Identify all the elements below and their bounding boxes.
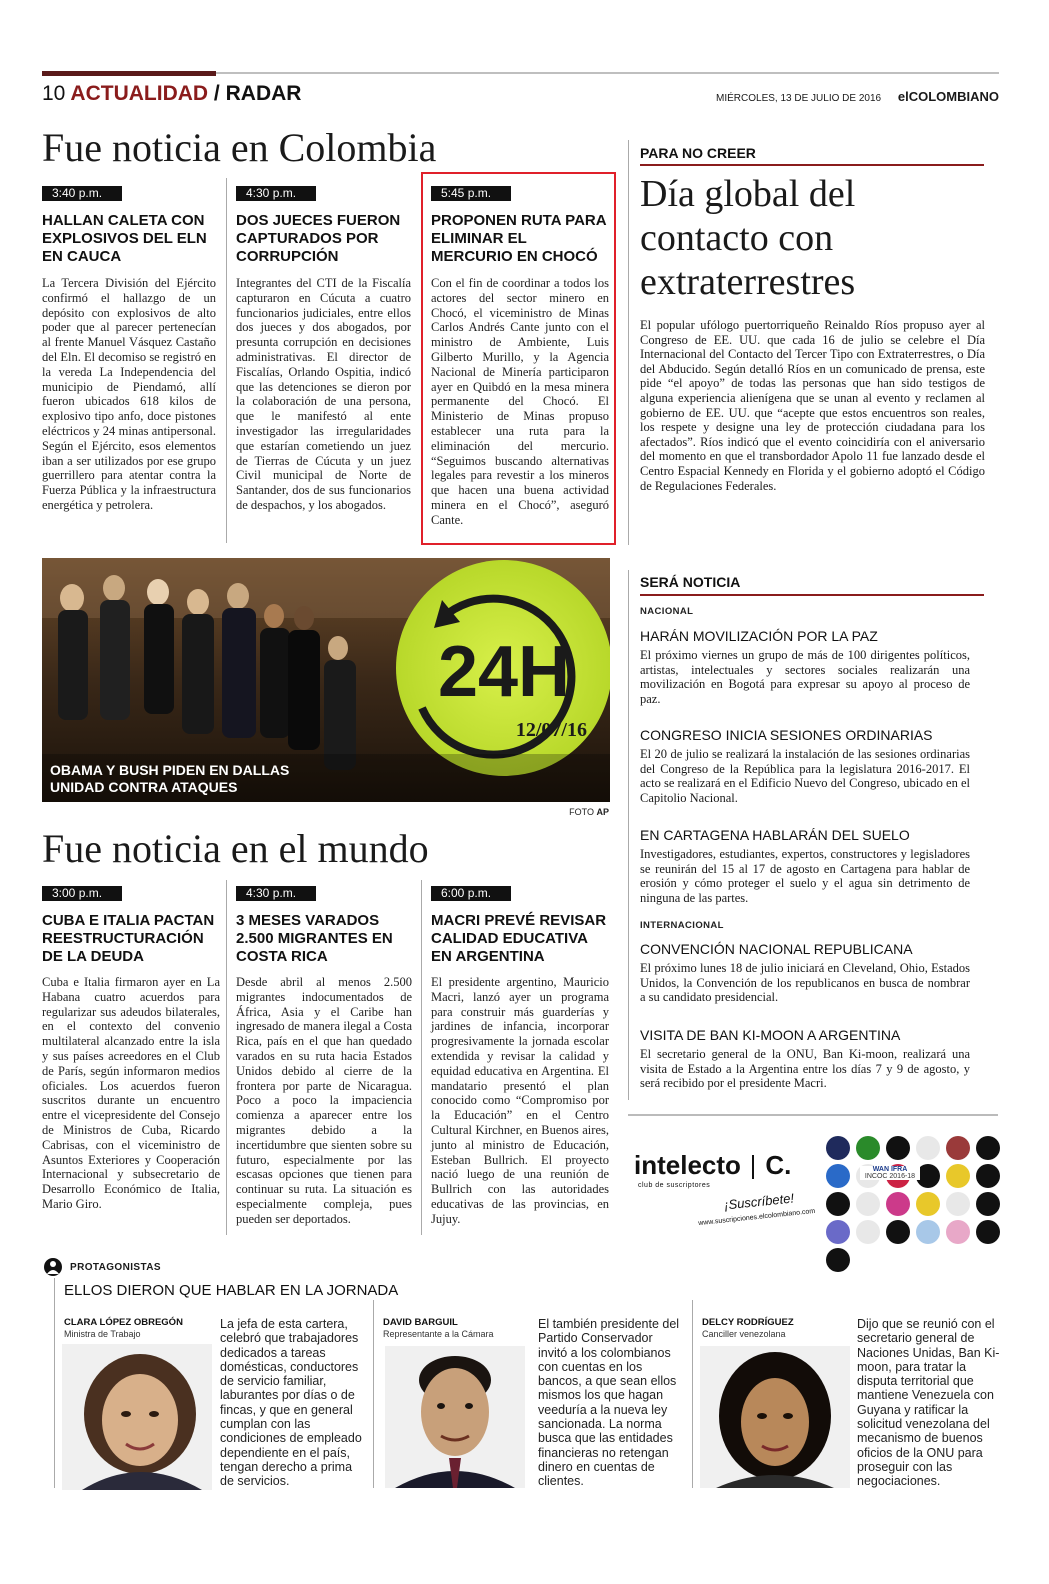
person-quote: La jefa de esta cartera, celebró que trabajadores dedicados a tareas domésticas, conductores de servicio familiar, laburantes por días o de fincas, y que en general cumplan con las condiciones de empleado dependiente en el país, tengan derecho a prima de servicios.	[220, 1317, 362, 1489]
column-divider	[692, 1300, 693, 1488]
ad-dot-grid	[826, 1136, 1002, 1248]
ad-color-dot	[946, 1192, 970, 1216]
credit-source: AP	[596, 807, 609, 817]
badge-line: WAN IFRA	[872, 1166, 908, 1173]
ad-color-dot	[886, 1220, 910, 1244]
ad-color-dot	[826, 1192, 850, 1216]
story-time: 3:40 p.m.	[42, 186, 122, 201]
ad-color-dot	[946, 1164, 970, 1188]
category-label: INTERNACIONAL	[640, 920, 724, 931]
section-header	[42, 82, 301, 106]
story-headline: MACRI PREVÉ REVISAR CALIDAD EDUCATIVA EN ARGENTINA	[431, 912, 607, 965]
story-headline: 3 MESES VARADOS 2.500 MIGRANTES EN COSTA RICA	[236, 912, 393, 965]
story-body: Cuba e Italia firmaron ayer en La Habana cuatro acuerdos para regularizar sus adeudos bilaterales, en el contexto del convenio multilateral alcanzado entre la isla y sus países acreedores en el Club de París, según informaron medios oficiales. Los acuerdos fueron suscritos durante un encuentro entre el vicepresidente del Consejo de Ministros de Cuba, Ricardo Cabrisas, con el viceministro de Asuntos Exteriores y Cooperación Internacional y subsecretario de Desarrollo Económico de Italia, Mario Giro.	[42, 975, 220, 1211]
story-body: Con el fin de coordinar a todos los actores del sector minero en Chocó, el viceministro de Minas Carlos Andrés Cante junto con el ministro de Ambiente, Luis Gilberto Murillo, y la Agencia Nacional de Minería participaron ayer en Quibdó en la mesa minera permanente del Chocó. El Ministerio de Minas propuso establecer una ruta para la eliminación del mercurio. “Seguimos buscando alternativas legales para revestir a los mineros que hacen una buena actividad minera en el Chocó”, aseguró Cante.	[431, 276, 609, 527]
brief-headline: CONVENCIÓN NACIONAL REPUBLICANA	[640, 941, 913, 957]
photo-caption	[50, 762, 289, 796]
person-role: Representante a la Cámara	[383, 1329, 494, 1339]
ad-color-dot	[976, 1164, 1000, 1188]
column-divider	[54, 1278, 55, 1488]
subscription-ad[interactable]	[628, 1120, 1000, 1248]
ad-color-dot	[856, 1220, 880, 1244]
badge-date: 12/07/16	[515, 719, 587, 741]
brief-headline: EN CARTAGENA HABLARÁN DEL SUELO	[640, 827, 910, 843]
ad-color-dot	[946, 1220, 970, 1244]
ad-color-dot	[976, 1192, 1000, 1216]
person-role: Ministra de Trabajo	[64, 1329, 141, 1339]
ad-color-dot	[976, 1136, 1000, 1160]
section-name: ACTUALIDAD	[70, 82, 209, 105]
person-name: DAVID BARGUIL	[383, 1317, 458, 1328]
brief-body: El secretario general de la ONU, Ban Ki-moon, realizará una visita de Estado a la Argentina entre los días 7 y 9 de agosto, y será recibido por el presidente Macri.	[640, 1047, 970, 1091]
feature-headline: Día global del contacto con extraterrestres	[640, 173, 856, 303]
story-headline: HALLAN CALETA CON EXPLOSIVOS DEL ELN EN CAUCA	[42, 212, 207, 265]
ad-color-dot	[826, 1164, 850, 1188]
issue-date: MIÉRCOLES, 13 DE JULIO DE 2016	[716, 93, 882, 104]
ad-divider	[752, 1155, 754, 1179]
section-rule	[640, 594, 984, 596]
story-headline: DOS JUECES FUERON CAPTURADOS POR CORRUPCIÓN	[236, 212, 401, 265]
column-divider	[373, 1300, 374, 1488]
brief-body: El próximo viernes un grupo de más de 100 dirigentes políticos, artistas, intelectuales y sectores sociales realizarán una movilización en Bogotá para expresar su apoyo al proceso de paz.	[640, 648, 970, 706]
column-divider	[421, 880, 422, 1235]
ad-color-dot	[826, 1136, 850, 1160]
person-name: DELCY RODRÍGUEZ	[702, 1317, 794, 1328]
sera-noticia-label: SERÁ NOTICIA	[640, 574, 741, 590]
ad-color-dot	[886, 1192, 910, 1216]
caption-line: OBAMA Y BUSH PIDEN EN DALLAS	[50, 762, 290, 778]
portrait-david-barguil	[385, 1346, 525, 1488]
colombia-section-title: Fue noticia en Colombia	[42, 125, 437, 170]
brief-headline: VISITA DE BAN KI-MOON A ARGENTINA	[640, 1027, 901, 1043]
ad-award-badge	[860, 1166, 920, 1180]
brief-body: El próximo lunes 18 de julio iniciará en Cleveland, Ohio, Estados Unidos, la Convención de los republicanos en busca de nombrar a su candidato presidencial.	[640, 961, 970, 1005]
story-headline: PROPONEN RUTA PARA ELIMINAR EL MERCURIO EN CHOCÓ	[431, 212, 607, 265]
ad-color-dot	[826, 1220, 850, 1244]
person-role: Canciller venezolana	[702, 1329, 786, 1339]
ad-rule	[628, 1114, 998, 1116]
story-time: 4:30 p.m.	[236, 886, 316, 901]
portrait-delcy-rodriguez	[700, 1346, 850, 1488]
category-label: NACIONAL	[640, 606, 694, 617]
para-no-creer-label: PARA NO CREER	[640, 145, 756, 161]
ad-color-dot	[976, 1220, 1000, 1244]
person-quote: Dijo que se reunió con el secretario general de Naciones Unidas, Ban Ki-moon, para tratar la disputa territorial que mantiene Venezuela con Guyana y ratificar la solicitud venezolana del mecanismo de buenos oficios de la ONU para proseguir con las negociaciones.	[857, 1317, 1000, 1489]
badge-line: INCOC 2016-18	[864, 1173, 916, 1180]
ad-color-dot	[856, 1136, 880, 1160]
newspaper-logo: elCOLOMBIANO	[897, 89, 999, 104]
column-divider	[226, 178, 227, 543]
ad-color-dot	[886, 1136, 910, 1160]
subsection-name: RADAR	[225, 82, 302, 105]
column-divider	[226, 880, 227, 1235]
brief-headline: CONGRESO INICIA SESIONES ORDINARIAS	[640, 727, 933, 743]
story-time: 5:45 p.m.	[431, 186, 511, 201]
ad-cta[interactable]: ¡Suscríbete!	[723, 1190, 795, 1213]
ad-url[interactable]: www.suscripciones.elcolombiano.com	[697, 1207, 816, 1228]
brief-body: El 20 de julio se realizará la instalación de las sesiones ordinarias del Congreso de la República para la legislatura 2016-2017. El acto se realizará en el Edificio Nuevo del Congreso, ubicado en el Capitolio Nacional.	[640, 747, 970, 805]
column-divider	[628, 570, 629, 1100]
page-number: 10	[42, 82, 66, 105]
ad-brand-mark: C.	[765, 1150, 792, 1180]
protagonistas-subtitle: ELLOS DIERON QUE HABLAR EN LA JORNADA	[64, 1282, 399, 1299]
ad-color-dot	[916, 1192, 940, 1216]
badge-24h: 24H	[437, 632, 571, 712]
story-time: 3:00 p.m.	[42, 886, 122, 901]
story-body: Desde abril al menos 2.500 migrantes indocumentados de África, Asia y el Caribe han ingresado de manera ilegal a Costa Rica, país en el que han quedado varados en su ruta hacia Estados Unidos debido al cierre de la frontera por parte de Nicaragua. Poco a poco la impaciencia comienza a aparecer entre los migrantes debido a la incertidumbre que sienten sobre su futuro, especialmente por las escasas opciones que tienen para continuar su ruta. La situación es especialmente compleja, pues pueden ser deportados.	[236, 975, 412, 1226]
story-body: El presidente argentino, Mauricio Macri, lanzó ayer un programa para construir más guarderías y jardines de infancia, incorporar progresivamente la jornada escolar extendida y revisar la calidad y equidad educativa en Argentina. El mandatario presentó el plan conocido como “Compromiso por la Educación” en el Centro Cultural Kirchner, en Buenos aires, junto al ministro de Educación, Esteban Bullrich. El proyecto nació luego de una reunión de Bullrich con las autoridades educativas de las provincias, en Jujuy.	[431, 975, 609, 1226]
column-divider	[628, 140, 629, 545]
story-time: 4:30 p.m.	[236, 186, 316, 201]
section-rule	[640, 164, 984, 166]
person-quote: El también presidente del Partido Conservador invitó a los colombianos con cuentas en los bancos, a que sean ellos mismos los que hagan veeduría a la nueva ley sancionada. La norma busca que las entidades financieras no retengan dinero en cuentas de clientes.	[538, 1317, 680, 1489]
story-body: La Tercera División del Ejército confirmó el hallazgo de un depósito con explosivos de alto poder que al parecer pertenecían al frente Manuel Vásquez Castaño del Eln. El decomiso se registró en la vereda La Independencia del municipio de Piendamó, allí fueron ubicados 618 kilos de explosivo tipo anfo, doce pistones eléctricos y 24 minas antipersonal. Según el Ejército, esos elementos iban a ser utilizados por ese grupo guerrillero para atentar contra la Fuerza Pública y la infraestructura energética y petrolera.	[42, 276, 216, 512]
feature-body: El popular ufólogo puertorriqueño Reinaldo Ríos propuso ayer al Congreso de EE. UU. que cada 16 de julio se celebre el Día Internacional del Contacto del Tercer Tipo con Extraterrestres, o Día del Abducido. Según detalló Ríos en un comunicado de prensa, este pide “el apoyo” de todas las personas que han sido testigos de alguna experiencia alienígena que se unan al evento y reclamen al gobierno de EE. UU. que “acepte que estos encuentros son reales, los respete y designe una ley de protección ciudadana para los afectados”. Ríos indicó que el evento coincidiría con el aniversario del momento en que el transbordador Apolo 11 fue lanzado desde el Centro Espacial Kennedy en Florida y el gobierno adoptó el Código de Regulaciones Federales.	[640, 318, 985, 493]
ad-color-dot	[826, 1248, 850, 1272]
ad-brand: intelecto	[634, 1150, 741, 1180]
top-rule-accent	[42, 71, 216, 76]
person-icon	[44, 1258, 62, 1276]
credit-prefix: FOTO	[569, 807, 594, 817]
story-body: Integrantes del CTI de la Fiscalía capturaron en Cúcuta a cuatro funcionarios judiciales, entre ellos dos jueces y dos abogados, por presunta corrupción en decisiones administrativas. El director de Fiscalías, Orlando Ospitia, indicó que las detenciones se dieron por la colaboración de una persona, que le manifestó al ente investigador las irregularidades que estarían cometiendo un juez de Tierras de Cúcuta y un juez Civil municipal de Norte de Santander, dos de sus funcionarios de despachos, y los abogados.	[236, 276, 411, 512]
section-separator: /	[213, 82, 220, 105]
protagonistas-label: PROTAGONISTAS	[70, 1262, 161, 1273]
portrait-clara-lopez	[62, 1344, 212, 1490]
ad-color-dot	[916, 1220, 940, 1244]
brief-body: Investigadores, estudiantes, expertos, constructores y legisladores se reunirán del 15 al 17 de agosto en Cartagena para hablar de erosión y cómo proteger el suelo y el agua sin detrimento de ninguna de las partes.	[640, 847, 970, 905]
ad-color-dot	[946, 1136, 970, 1160]
mundo-section-title: Fue noticia en el mundo	[42, 826, 429, 871]
person-name: CLARA LÓPEZ OBREGÓN	[64, 1317, 183, 1328]
ad-tagline: club de suscriptores	[638, 1182, 711, 1189]
story-headline: CUBA E ITALIA PACTAN REESTRUCTURACIÓN DE LA DEUDA	[42, 912, 215, 965]
ad-color-dot	[856, 1192, 880, 1216]
header-right	[716, 89, 999, 104]
photo-credit	[569, 807, 609, 817]
caption-line: UNIDAD CONTRA ATAQUES	[50, 779, 238, 795]
ad-color-dot	[916, 1136, 940, 1160]
story-time: 6:00 p.m.	[431, 886, 511, 901]
brief-headline: HARÁN MOVILIZACIÓN POR LA PAZ	[640, 628, 878, 644]
